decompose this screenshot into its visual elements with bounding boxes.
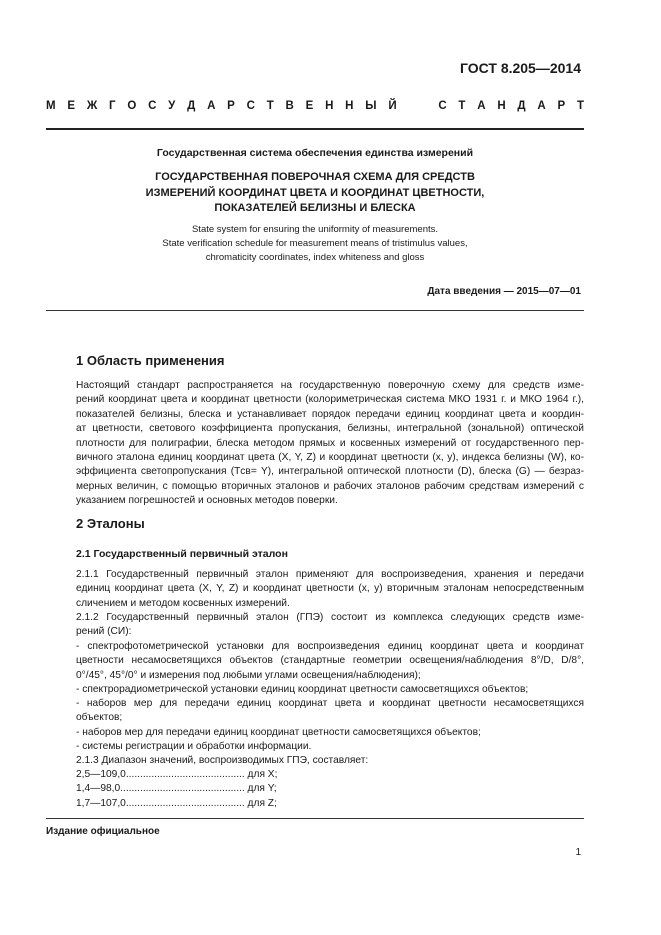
banner-letter: Н: [497, 100, 506, 112]
official-edition-label: Издание официальное: [46, 826, 160, 837]
banner-letter: С: [246, 100, 255, 112]
banner-letter: С: [438, 100, 447, 112]
banner-letter: М: [46, 100, 56, 112]
banner-letter: А: [207, 100, 216, 112]
banner-letter: Т: [266, 100, 274, 112]
range-x: 2,5—109,0.......................................... для X;: [76, 769, 278, 780]
paragraph-2-1-1: [76, 568, 584, 611]
text-line: Настоящий стандарт распространяется на государственную поверочную схему для средств изме-: [76, 380, 584, 391]
section-2-heading: 2 Эталоны: [76, 516, 145, 531]
main-title-line: ИЗМЕРЕНИЙ КООРДИНАТ ЦВЕТА И КООРДИНАТ ЦВЕТНОСТИ,: [145, 186, 485, 199]
banner-letter: Т: [458, 100, 466, 112]
range-z: 1,7—107,0.......................................... для Z;: [76, 797, 277, 809]
text-line: показателей белизны, блеска и устанавливает порядок передачи единиц координат цвета и координ-: [76, 408, 584, 420]
text-line: плотности для полиграфии, блеска методом прямых и косвенных измерений от государственного пер-: [76, 437, 584, 449]
text-line: 2.1.1 Государственный первичный эталон применяют для воспроизведения, хранения и передачи: [76, 569, 584, 580]
text-line: - наборов мер для передачи единиц координат цветности самосветящихся объектов;: [76, 727, 481, 738]
banner-letter: А: [537, 100, 546, 112]
banner-letter: В: [285, 100, 294, 112]
text-line: - наборов мер для передачи единиц координат цвета и координат цветности несамосветящихся: [76, 698, 584, 709]
banner-letter: С: [148, 100, 157, 112]
main-title-line: ГОСУДАРСТВЕННАЯ ПОВЕРОЧНАЯ СХЕМА ДЛЯ СРЕДСТВ: [155, 171, 475, 183]
section-1-paragraph: [76, 379, 584, 509]
banner-letter: Д: [187, 100, 196, 112]
english-title-line: chromaticity coordinates, index whiteness and gloss: [205, 252, 425, 263]
banner-letter: [408, 100, 411, 112]
list-item-3: [76, 697, 584, 726]
text-line: рений координат цвета и координат цветности (колориметрическая система МКО 1931 г. и МКО 1964 г.),: [76, 394, 584, 406]
banner-letter: Ж: [86, 100, 98, 112]
main-title: [46, 170, 584, 217]
banner-letter: Г: [109, 100, 116, 112]
english-title-line: State system for ensuring the uniformity of measurements.: [191, 224, 439, 235]
banner-letter: Ы: [365, 100, 377, 112]
banner-letter: Т: [576, 100, 584, 112]
text-line: мерных величин, с помощью вторичных эталонов и рабочих эталонов рабочим средствам измерений с: [76, 480, 584, 492]
text-line: единиц координат цвета (X, Y, Z) и координат цветности (x, y) вторичным эталонам непосредственным: [76, 583, 584, 595]
list-item-2: [76, 683, 584, 697]
list-item-1: [76, 640, 584, 683]
text-line: рений (СИ):: [76, 626, 132, 638]
value-ranges: [76, 768, 277, 811]
text-line: 2.1.2 Государственный первичный эталон (ГПЭ) состоит из комплекса следующих средств изме-: [76, 612, 584, 623]
banner-letter: Н: [325, 100, 334, 112]
gsi-title: Государственная система обеспечения единства измерений: [156, 147, 474, 159]
paragraph-2-1-3: [76, 754, 584, 768]
list-item-5: [76, 740, 584, 754]
introduction-date: Дата введения — 2015—07—01: [427, 286, 581, 297]
english-title-line: State verification schedule for measurement means of tristimulus values,: [162, 238, 468, 249]
text-line: вичного эталона единиц координат цвета (X, Y, Z) и координат цветности (x, y), индекса белизны (W), ко-: [76, 452, 584, 464]
banner-letter: Е: [67, 100, 76, 112]
banner-letter: У: [168, 100, 176, 112]
text-line: ат цветности, светового коэффициента пропускания, белизны, интегральной (зональной) оптической: [76, 423, 584, 435]
text-line: 0°/45°, 45°/0° и измерения под любыми углами освещения/наблюдения);: [76, 669, 421, 681]
banner-letter: А: [477, 100, 486, 112]
standard-code: ГОСТ 8.205—2014: [459, 60, 581, 76]
range-y: 1,4—98,0............................................ для Y;: [76, 783, 277, 795]
text-line: цветности несамосветящихся объектов (стандартные геометрии освещения/наблюдения 8°/D, D/8°,: [76, 655, 584, 667]
text-line: сличением и методом косвенных измерений.: [76, 597, 290, 609]
text-line: указанием погрешностей и основных методов поверки.: [76, 495, 338, 507]
banner-letter: Е: [305, 100, 314, 112]
banner-letter: О: [127, 100, 137, 112]
banner-letter: Й: [388, 100, 397, 112]
banner-letter: Р: [557, 100, 566, 112]
banner-letter: Р: [227, 100, 235, 112]
english-title: [46, 223, 584, 265]
banner-letter: [423, 100, 426, 112]
main-title-line: ПОКАЗАТЕЛЕЙ БЕЛИЗНЫ И БЛЕСКА: [214, 202, 416, 214]
page-number: 1: [575, 847, 581, 858]
banner-letter: Д: [517, 100, 526, 112]
section-1-heading: 1 Область применения: [76, 353, 225, 368]
paragraph-2-1-2: [76, 611, 584, 640]
text-line: - системы регистрации и обработки информации.: [76, 741, 312, 752]
text-line: 2.1.3 Диапазон значений, воспроизводимых ГПЭ, составляет:: [76, 755, 369, 766]
text-line: объектов;: [76, 712, 123, 724]
interstate-standard-banner: [46, 100, 584, 112]
text-line: - спектрорадиометрической установки единиц координат цветности самосветящихся объектов;: [76, 684, 529, 695]
banner-letter: Н: [345, 100, 354, 112]
text-line: эффициента светопропускания (Tсв= Y), интегральной оптической плотности (D), блеска (G) — безраз-: [76, 466, 584, 478]
subsection-2-1-heading: 2.1 Государственный первичный эталон: [76, 548, 288, 560]
text-line: - спектрофотометрической установки для воспроизведения единиц координат цвета и координат: [76, 641, 584, 652]
footer-rule: [46, 818, 584, 819]
header-rule: [46, 128, 584, 130]
date-rule: [46, 310, 584, 311]
list-item-4: [76, 726, 584, 740]
